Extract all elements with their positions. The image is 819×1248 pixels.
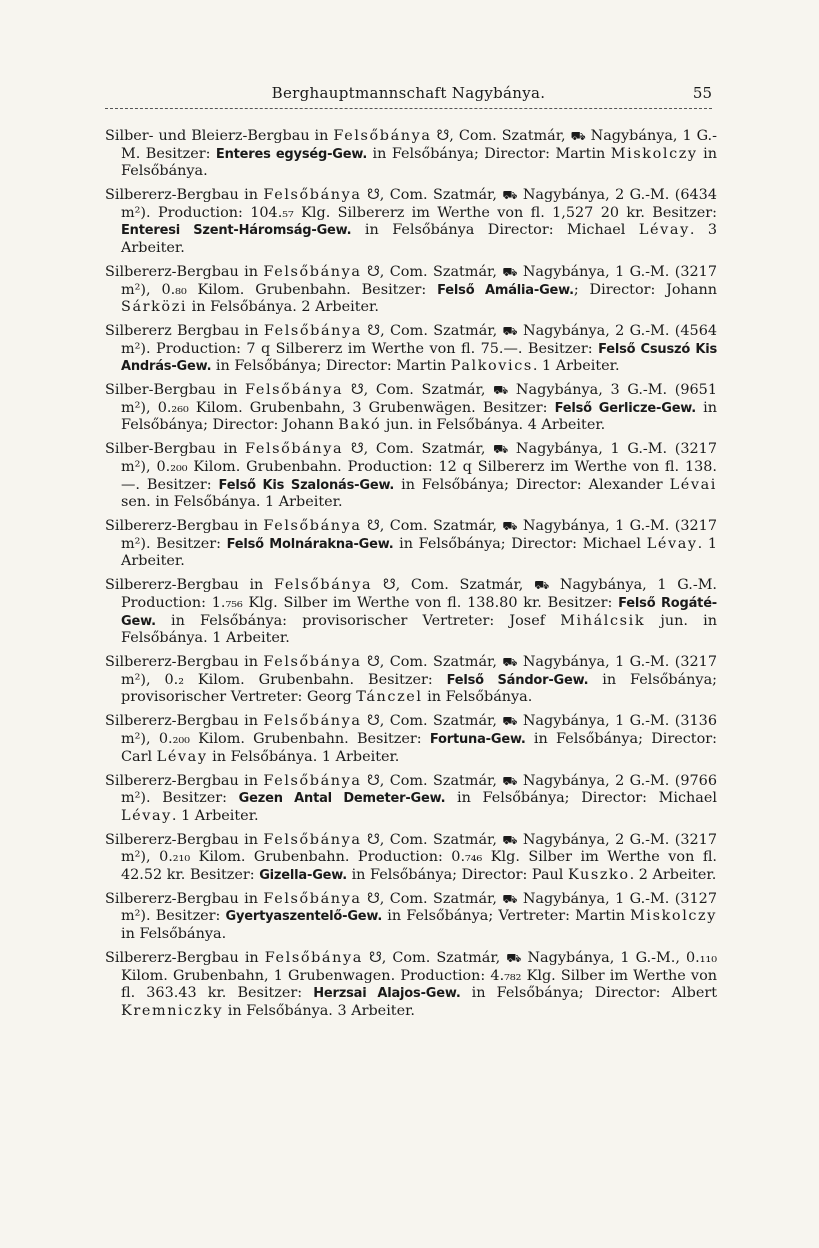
railway-station-icon: ⛟	[506, 951, 522, 966]
person-name: Lévai	[669, 476, 717, 493]
owner-name: Enteresi Szent-Háromság-Gew.	[121, 223, 352, 239]
owner-name: Herzsai Alajos-Gew.	[313, 986, 461, 1002]
person-name: Kremniczky	[121, 1002, 224, 1019]
entry-text: Silbererz Bergbau in	[105, 323, 264, 340]
owner-name: Felső Rogáté-Gew.	[121, 595, 718, 629]
place-name: Felsőbánya	[263, 518, 362, 535]
entry-text: Silbererz-Bergbau in	[105, 263, 264, 280]
running-header	[105, 84, 712, 110]
owner-name: Felső Sándor-Gew.	[446, 672, 589, 688]
owner-name: Felső Csuszó Kis András-Gew.	[121, 341, 717, 375]
entry-text: Silbererz-Bergbau in	[105, 890, 264, 907]
mine-entry	[105, 773, 717, 826]
entry-text: in Felsőbánya. 1 Arbeiter.	[207, 748, 400, 765]
entry-text: ☋, Com. Szatmár,	[361, 263, 503, 280]
owner-name: Felső Gerlicze-Gew.	[554, 400, 697, 416]
mine-entry	[105, 950, 717, 1020]
entry-text: ☋, Com. Szatmár,	[431, 128, 571, 144]
railway-station-icon: ⛟	[502, 519, 518, 534]
entry-text: Nagybánya, 1 G.-M., 0.₁₁₀ Kilom. Grubenbahn, 1 Grubenwagen. Production: 4.₇₈₂ Klg. Silber im Werthe von fl. 363.43 kr. Besitzer:	[121, 950, 717, 1002]
person-name: Miskolczy	[630, 908, 717, 925]
entry-text: Silbererz-Bergbau in	[105, 518, 264, 535]
entry-text: in Felsőbánya.	[422, 689, 533, 706]
entry-text: sen. in Felsőbánya. 1 Arbeiter.	[121, 494, 343, 511]
mine-entry	[105, 128, 717, 181]
entry-text: in Felsőbánya: provisorischer Vertreter: Josef	[155, 612, 561, 629]
entry-text: Nagybánya, 1 G.-M. (3217 m²). Besitzer:	[121, 518, 717, 552]
place-name: Felsőbánya	[333, 128, 432, 144]
place-name: Felsőbánya	[263, 713, 362, 730]
place-name: Felsőbánya	[245, 441, 344, 458]
entry-text: in Felsőbánya; Vertreter: Martin	[382, 908, 631, 925]
entry-text: ☋, Com. Szatmár,	[361, 518, 503, 535]
railway-station-icon: ⛟	[502, 188, 518, 203]
owner-name: Felső Kis Szalonás-Gew.	[218, 477, 395, 493]
mine-entry	[105, 832, 717, 885]
entry-text: Silbererz-Bergbau in	[105, 950, 265, 967]
railway-station-icon: ⛟	[502, 655, 518, 670]
place-name: Felsőbánya	[263, 890, 362, 907]
entry-text: Nagybánya, 2 G.-M. (9766 m²). Besitzer:	[121, 772, 717, 807]
entry-text: Silbererz-Bergbau in	[105, 187, 264, 204]
entry-text: ☋, Com. Szatmár,	[361, 323, 503, 340]
place-name: Felsőbánya	[263, 831, 362, 848]
entry-text: Silbererz-Bergbau in	[105, 831, 264, 848]
entry-text: ; Director: Johann	[573, 281, 717, 298]
railway-station-icon: ⛟	[493, 383, 509, 398]
person-name: Lévay	[646, 535, 698, 552]
railway-station-icon: ⛟	[502, 891, 518, 906]
railway-station-icon: ⛟	[502, 264, 518, 279]
entry-text: ☋, Com. Szatmár,	[361, 890, 503, 907]
entry-text: . 1 Arbeiter.	[171, 807, 259, 824]
place-name: Felsőbánya	[263, 654, 362, 671]
mine-entry	[105, 577, 717, 647]
entry-text: in Felsőbánya. 3 Arbeiter.	[223, 1002, 415, 1019]
owner-name: Enteres egység-Gew.	[215, 146, 368, 162]
entry-text: Nagybánya, 1 G.-M. (3127 m²). Besitzer:	[121, 890, 717, 925]
entry-text: Nagybánya, 2 G.-M. (3217 m²), 0.₂₁₀ Kilom. Grubenbahn. Production: 0.₇₄₆ Klg. Silber im Werthe von fl. 42.52 kr. Besitzer:	[121, 831, 717, 883]
entry-text: ☋, Com. Szatmár,	[361, 713, 503, 730]
entry-text: . 3 Arbeiter.	[121, 222, 718, 256]
railway-station-icon: ⛟	[502, 832, 518, 847]
entry-text: jun. in Felsőbánya. 1 Arbeiter.	[121, 612, 717, 647]
owner-name: Gizella-Gew.	[259, 867, 347, 883]
railway-station-icon: ⛟	[502, 714, 518, 729]
railway-station-icon: ⛟	[493, 442, 509, 457]
entry-text: ☋, Com. Szatmár,	[362, 950, 507, 967]
mine-entry	[105, 323, 717, 376]
owner-name: Fortuna-Gew.	[429, 731, 526, 747]
entry-text: in Felsőbánya; Director: Albert	[460, 985, 718, 1002]
entry-text: ☋, Com. Szatmár,	[343, 382, 494, 399]
place-name: Felsőbánya	[263, 323, 362, 340]
entry-text: jun. in Felsőbánya. 4 Arbeiter.	[381, 417, 606, 434]
railway-station-icon: ⛟	[534, 578, 550, 593]
entry-text: Silber-Bergbau in	[105, 441, 246, 458]
person-name: Miskolczy	[610, 145, 698, 162]
entry-text: in Felsőbánya. 2 Arbeiter.	[187, 299, 379, 316]
place-name: Felsőbánya	[264, 950, 363, 967]
entry-text: in Felsőbánya.	[121, 145, 717, 180]
entry-text: in Felsőbánya Director: Michael	[351, 222, 639, 239]
entry-text: in Felsőbánya; provisorischer Vertreter: Georg	[121, 671, 717, 706]
entry-text: Silbererz-Bergbau in	[105, 577, 275, 594]
mine-entry	[105, 264, 717, 317]
header-rule	[105, 108, 712, 109]
entry-text: ☋, Com. Szatmár,	[361, 187, 503, 204]
entry-text: Silber-Bergbau in	[105, 382, 246, 399]
entry-text: Nagybánya, 1 G.-M. (3217 m²), 0.₂ Kilom. Grubenbahn. Besitzer:	[121, 654, 717, 688]
entry-text: . 1 Arbeiter.	[121, 535, 717, 570]
entry-text: Nagybánya, 1 G.-M. (3217 m²), 0.₂₀₀ Kilom. Grubenbahn. Production: 12 q Silbererz im Werthe von fl. 138.—. Besitzer:	[121, 441, 717, 493]
place-name: Felsőbánya	[263, 772, 362, 789]
entry-text: Silbererz-Bergbau in	[105, 772, 264, 789]
entry-text: in Felsőbánya; Director: Carl	[121, 730, 717, 765]
mine-entry	[105, 518, 717, 571]
person-name: Sárközi	[121, 299, 188, 316]
entry-text: Nagybánya, 1 G.-M. Besitzer:	[121, 128, 717, 162]
railway-station-icon: ⛟	[502, 773, 518, 788]
entry-text: Nagybánya, 1 G.-M. (3136 m²), 0.₂₀₀ Kilom. Grubenbahn. Besitzer:	[121, 713, 717, 747]
owner-name: Felső Molnárakna-Gew.	[226, 536, 394, 552]
owner-name: Gezen Antal Demeter-Gew.	[238, 791, 446, 807]
page-number: 55	[692, 84, 712, 102]
owner-name: Gyertyaszentelő-Gew.	[225, 909, 383, 925]
railway-station-icon: ⛟	[570, 129, 586, 143]
mine-entry	[105, 713, 717, 766]
place-name: Felsőbánya	[263, 187, 362, 204]
entry-text: Nagybánya, 2 G.-M. (4564 m²). Production: 7 q Silbererz im Werthe von fl. 75.—. Besitzer:	[121, 323, 718, 357]
entry-text: Nagybánya, 2 G.-M. (6434 m²). Production: 104.₅₇ Klg. Silbererz im Werthe von fl. 1,527 20 kr. Besitzer:	[121, 187, 717, 221]
mine-entry	[105, 187, 717, 257]
place-name: Felsőbánya	[245, 382, 344, 399]
mine-entry	[105, 382, 717, 435]
entry-text: in Felsőbánya; Director: Martin	[211, 358, 451, 375]
entry-text: Silber- und Bleierz-Bergbau in	[105, 128, 334, 144]
place-name: Felsőbánya	[274, 577, 373, 594]
entry-text: in Felsőbánya; Director: Johann	[121, 399, 717, 434]
person-name: Mihálcsik	[560, 612, 646, 629]
entry-text: Nagybánya, 3 G.-M. (9651 m²), 0.₂₆₀ Kilom. Grubenbahn, 3 Grubenwägen. Besitzer:	[121, 382, 717, 416]
person-name: Palkovics	[450, 358, 533, 375]
entry-text: ☋, Com. Szatmár,	[343, 441, 494, 458]
owner-name: Felső Amália-Gew.	[437, 282, 574, 298]
entry-text: ☋, Com. Szatmár,	[372, 577, 535, 594]
entry-text: in Felsőbánya; Director: Michael	[445, 790, 717, 807]
person-name: Bakó	[338, 417, 382, 434]
person-name: Lévay	[156, 748, 208, 765]
entry-text: ☋, Com. Szatmár,	[361, 831, 503, 848]
entry-text: Silbererz-Bergbau in	[105, 713, 264, 730]
person-name: Tánczel	[356, 689, 423, 706]
entry-text: ☋, Com. Szatmár,	[361, 772, 503, 789]
person-name: Lévay	[638, 222, 690, 239]
place-name: Felsőbánya	[263, 263, 362, 280]
entry-text: . 2 Arbeiter.	[629, 866, 717, 883]
entry-text: Silbererz-Bergbau in	[105, 654, 264, 671]
entry-text: Nagybánya, 1 G.-M. (3217 m²), 0.₈₀ Kilom. Grubenbahn. Besitzer:	[121, 263, 717, 298]
entry-text: Nagybánya, 1 G.-M. Production: 1.₇₅₆ Klg. Silber im Werthe von fl. 138.80 kr. Besitzer:	[121, 577, 718, 611]
entry-text: in Felsőbánya; Director: Michael	[393, 535, 647, 552]
entry-text: in Felsőbánya; Director: Paul	[347, 866, 568, 883]
page-title: Berghauptmannschaft Nagybánya.	[271, 84, 546, 102]
mine-entry	[105, 654, 717, 707]
mine-entry	[105, 891, 717, 944]
mine-entry	[105, 441, 717, 511]
entry-text: ☋, Com. Szatmár,	[361, 654, 503, 671]
entry-text: . 1 Arbeiter.	[532, 358, 620, 375]
person-name: Lévay	[121, 807, 172, 824]
railway-station-icon: ⛟	[502, 324, 518, 339]
mine-entry-list	[105, 128, 717, 1027]
entry-text: in Felsőbánya.	[121, 926, 227, 943]
person-name: Kuszko	[567, 866, 630, 883]
entry-text: in Felsőbánya; Director: Alexander	[394, 476, 670, 493]
entry-text: in Felsőbánya; Director: Martin	[367, 145, 611, 162]
